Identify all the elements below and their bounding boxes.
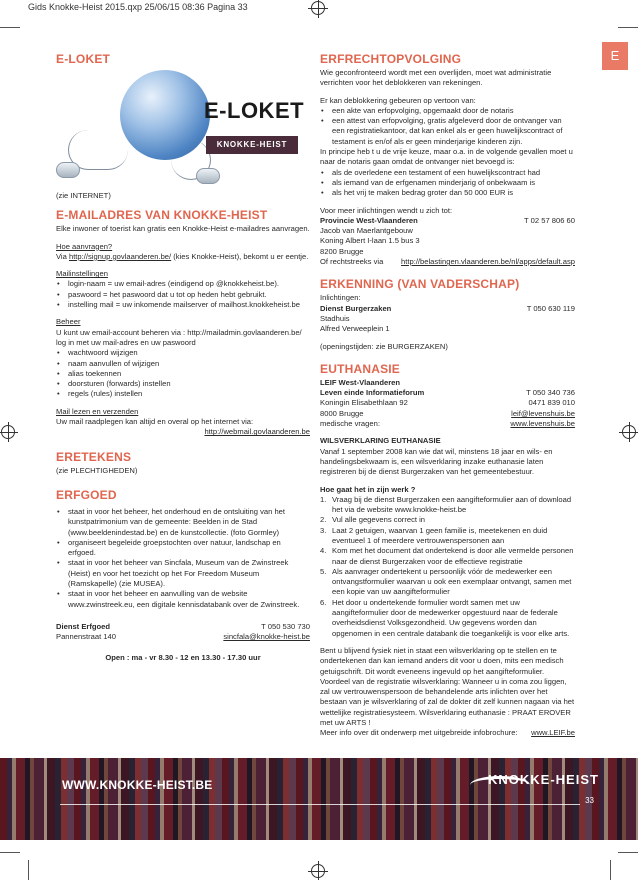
wil-heading: WILSVERKLARING EUTHANASIE — [320, 436, 441, 446]
provincie-name: Provincie West-Vlaanderen — [320, 215, 418, 225]
list-item: • instelling mail = uw inkomende mailserver of mailhost.knokkeheist.be — [56, 300, 310, 310]
page-number: 33 — [585, 796, 594, 805]
leif-city-row — [320, 409, 575, 419]
erkenning-label: Inlichtingen: — [320, 293, 361, 303]
list-item: • regels (rules) instellen — [56, 389, 310, 399]
mail-manage-list — [56, 348, 310, 399]
list-item: 3. Laat 2 getuigen, waarvan 1 geen familie is, meetekenen en duid eventueel 1 of meerdere vertrouwenspersonen aan — [320, 525, 548, 545]
erkenning-dienst: Dienst Burgerzaken — [320, 303, 392, 313]
mail-signup — [56, 252, 310, 262]
list-item: • staat in voor het beheer en aanvulling van de website www.zwinstreek.eu, een digitale kennisdatabank over de Zwinstreek. — [56, 589, 310, 610]
list-item: 2. Vul alle gegevens correct in — [320, 515, 426, 525]
section-tab: E — [602, 42, 628, 70]
footer-divider — [60, 804, 580, 805]
leif-email[interactable]: leif@levenshuis.be — [511, 408, 575, 418]
registration-mark-right-icon — [622, 425, 636, 439]
step-text: Laat 2 getuigen, waarvan 1 geen familie is, meetekenen en duid eventueel 1 of meerdere vertrouwenspersonen aan — [332, 525, 548, 545]
list-item: 4. Kom met het document dat ondertekend is door alle vermelde personen naar de dienst Burgerzaken voor de effectieve registratie — [320, 546, 574, 566]
erfrecht-cases-list — [320, 168, 575, 199]
mail-read-text: Uw mail raadplegen kan altijd en overal op het internet via: — [56, 417, 254, 427]
erkenning-tel: T 050 630 119 — [526, 303, 575, 313]
leif-address: Koningin Elisabethlaan 92 — [320, 398, 408, 408]
erfrecht-intro: Wie geconfronteerd wordt met een overlijden, moet wat administratie verrichten voor het deblokkeren van rekeningen. — [320, 68, 552, 88]
footer-website-link[interactable]: WWW.KNOKKE-HEIST.BE — [62, 778, 213, 792]
eloket-logo — [56, 70, 310, 185]
provincie-city: 8200 Brugge — [320, 246, 364, 256]
crop-mark — [610, 860, 611, 880]
leif-city: 8000 Brugge — [320, 408, 364, 418]
list-item: • staat in voor het beheer, het onderhoud en de ontsluiting van het kunstpatrimonium van de gemeente: Beelden in de Stad (www.beeldenindestad.be) en de kunstcollectie. (foto Gormley) — [56, 507, 310, 538]
provincie-tel: T 02 57 806 60 — [524, 215, 575, 225]
leif-web-row — [320, 419, 575, 429]
erkenning-place: Stadhuis — [320, 313, 350, 323]
list-item: • als iemand van de erfgenamen minderjarig of onbekwaam is — [320, 178, 575, 188]
leif-web[interactable]: www.levenshuis.be — [510, 419, 575, 429]
registration-mark-top-icon — [311, 1, 325, 15]
step-text: Het door u ondertekende formulier wordt samen met uw aangifteformulier door de medewerker opgestuurd naar de federale overheidsdienst Volksgezondheid. Uw gegevens worden dan opgenomen in een centrale databank die toegankelijk is voor elke arts. — [332, 597, 570, 638]
list-item: • als de overledene een testament of een huwelijkscontract had — [320, 168, 575, 178]
left-column — [56, 52, 310, 663]
eretekens-heading: ERETEKENS — [56, 449, 132, 464]
erfgoed-address-row — [56, 632, 310, 642]
erfrecht-principle: In principe heb t u de vrije keuze, maar o.a. in de volgende gevallen moet u naar de notaris gaan omdat de ontvanger niet bevoegd is: — [320, 147, 573, 167]
registration-mark-left-icon — [1, 425, 15, 439]
erfgoed-tel: T 050 530 730 — [261, 621, 310, 631]
more-info: Meer info over dit onderwerp met uitgebreide infobrochure: — [320, 728, 518, 738]
list-item: 6. Het door u ondertekende formulier wordt samen met uw aangifteformulier door de medewerker opgestuurd naar de federale overheidsdienst Volksgezondheid. Uw gegevens worden dan opgenomen in een centrale databank die toegankelijk is voor elke arts. — [320, 597, 570, 638]
forum-row — [320, 388, 575, 398]
step-text: Kom met het document dat ondertekend is door alle vermelde personen naar de dienst Burgerzaken voor de effectieve registratie — [332, 546, 574, 566]
webmail-link[interactable]: http://webmail.govlaanderen.be — [204, 427, 310, 437]
signup-rest: (kies Knokke-Heist), bekomt u er eentje. — [173, 251, 309, 261]
erkenning-heading: ERKENNING (VAN VADERSCHAP) — [320, 277, 520, 292]
mouse-icon — [56, 162, 80, 178]
list-item: • wachtwoord wijzigen — [56, 348, 310, 358]
crop-mark — [28, 860, 29, 880]
provincie-street2: Koning Albert I-laan 1.5 bus 3 — [320, 236, 420, 246]
erfgoed-list — [56, 507, 310, 610]
erfgoed-heading: ERFGOED — [56, 487, 117, 502]
mail-settings-list — [56, 279, 310, 310]
list-item: • doorsturen (forwards) instellen — [56, 379, 310, 389]
erfgoed-contact-row — [56, 622, 310, 632]
crop-mark — [618, 27, 638, 28]
mail-read-label: Mail lezen en verzenden — [56, 406, 139, 416]
list-item: 5. Als aanvrager ondertekent u persoonlijk vóór de medewerker een ontvangstformulier waarvan u ook een exemplaar ontvangt, samen met een kopie van uw aangifteformulier — [320, 566, 572, 597]
signup-link[interactable]: http://signup.govlaanderen.be/ — [68, 251, 172, 261]
erfrecht-link[interactable]: http://belastingen.vlaanderen.be/nl/apps/default.asp — [401, 257, 575, 267]
mouse-icon — [196, 168, 220, 184]
list-item: • als het vrij te maken bedrag groter dan 50 000 EUR is — [320, 188, 575, 198]
mail-via: Via — [56, 251, 67, 261]
crop-mark — [0, 852, 20, 853]
erkenning-note: (openingstijden: zie BURGERZAKEN) — [320, 341, 448, 351]
leif-address-row — [320, 398, 575, 408]
erfrecht-via: Of rechtstreeks via — [320, 257, 384, 267]
how-heading: Hoe gaat het in zijn werk ? — [320, 484, 416, 494]
footer-logo: KNOKKE-HEIST — [488, 772, 599, 787]
eloket-heading: E-LOKET — [56, 52, 111, 66]
closing-text: Bent u blijvend fysiek niet in staat een wilsverklaring op te stellen en te ondertekenen dan kan iemand anders dit voor u doen, mits een medisch getuigschrift. Dit wordt eveneens ingevuld op het aangifteformulier. Voordeel van de registratie wilsverklaring: Wanneer u in coma zou liggen, zal uw vertrouwenspersoon de behandelende arts inlichten over het bestaan van je wilsverklaring of zal de dokter dit zelf kunnen nagaan via het wettelijke registratiesysteem. Wilsverklaring euthanasie : PRAAT EROVER met uw ARTS ! — [320, 645, 575, 728]
list-item: • naam aanvullen of wijzigen — [56, 359, 310, 369]
footer-overlay — [0, 758, 638, 840]
provincie-row — [320, 216, 575, 226]
step-text: Vul alle gegevens correct in — [332, 515, 426, 525]
crop-mark — [0, 27, 20, 28]
erkenning-dienst-row — [320, 304, 575, 314]
mail-intro: Elke inwoner of toerist kan gratis een Knokke-Heist e-mailadres aanvragen. — [56, 224, 310, 234]
leif-mobile: 0471 839 010 — [528, 398, 575, 408]
eretekens-note: (zie PLECHTIGHEDEN) — [56, 465, 138, 475]
list-item: • alias toekennen — [56, 369, 310, 379]
footer-banner — [0, 758, 638, 840]
registration-mark-bottom-icon — [311, 864, 325, 878]
erfgoed-address: Pannenstraat 140 — [56, 632, 116, 642]
erkenning-address: Alfred Verweeplein 1 — [320, 324, 390, 334]
list-item: • een akte van erfopvolging, opgemaakt door de notaris — [320, 106, 575, 116]
erfgoed-email[interactable]: sincfala@knokke-heist.be — [223, 632, 310, 642]
erfrecht-heading: ERFRECHTOPVOLGING — [320, 52, 462, 66]
list-item: • organiseert begeleide groepstochten over natuur, landschap en erfgoed. — [56, 538, 310, 559]
step-text: Vraag bij de dienst Burgerzaken een aangifteformulier aan of download het via de website www.knokke-heist.be — [332, 494, 572, 515]
list-item: • paswoord = het paswoord dat u tot op heden hebt gebruikt. — [56, 290, 310, 300]
step-text: Als aanvrager ondertekent u persoonlijk vóór de medewerker een ontvangstformulier waarvan u ook een exemplaar ontvangt, samen met een kopie van uw aangifteformulier — [332, 566, 572, 597]
mail-settings-label: Mailinstellingen — [56, 269, 108, 279]
crop-mark — [618, 852, 638, 853]
leif-questions: medische vragen: — [320, 419, 380, 429]
forum-name: Leven einde Informatieforum — [320, 388, 425, 398]
print-slug: Gids Knokke-Heist 2015.qxp 25/06/15 08:36 Pagina 33 — [28, 2, 248, 12]
knokke-heist-badge: KNOKKE-HEIST — [206, 136, 298, 154]
eloket-logo-text: E-LOKET — [204, 98, 305, 123]
erfrecht-info-intro: Voor meer inlichtingen wendt u zich tot: — [320, 205, 453, 215]
erfrecht-url-row — [320, 257, 575, 267]
wil-text: Vanaf 1 september 2008 kan wie dat wil, minstens 18 jaar en wils- en handelingsbekwaam is, een wilsverklaring inzake euthanasie laten registreren bij de dienst Burgerzaken van het gemeentebestuur. — [320, 446, 553, 477]
erfgoed-dienst: Dienst Erfgoed — [56, 621, 111, 631]
more-info-row — [320, 728, 575, 738]
provincie-street: Jacob van Maerlantgebouw — [320, 226, 413, 236]
steps-list — [320, 495, 575, 639]
leif-link[interactable]: www.LEIF.be — [531, 728, 575, 738]
mail-how-label: Hoe aanvragen? — [56, 241, 113, 251]
mail-heading: E-MAILADRES VAN KNOKKE-HEIST — [56, 208, 268, 223]
erfrecht-deblok-list — [320, 106, 575, 147]
euthanasie-heading: EUTHANASIE — [320, 361, 401, 376]
mail-manage-label: Beheer — [56, 317, 81, 327]
mail-manage-intro: U kunt uw email-account beheren via : http://mailadmin.govlaanderen.be/ log in met uw mail-adres en uw paswoord — [56, 327, 302, 347]
eloket-note: (zie INTERNET) — [56, 191, 111, 200]
right-column — [320, 52, 575, 739]
erfrecht-deblok-intro: Er kan deblokkering gebeuren op vertoon van: — [320, 95, 476, 105]
list-item: • een attest van erfopvolging, gratis afgeleverd door de ontvanger van een registratiekantoor, dat kan enkel als er geen huwelijkscontract of testament is en/of als er geen minderjarige kinderen zijn. — [320, 116, 575, 147]
erfgoed-hours: Open : ma - vr 8.30 - 12 en 13.30 - 17.30 uur — [105, 652, 261, 662]
leif-org: LEIF West-Vlaanderen — [320, 377, 401, 387]
forum-tel: T 050 340 736 — [526, 388, 575, 398]
list-item: • login-naam = uw email-adres (eindigend op @knokkeheist.be). — [56, 279, 310, 289]
list-item: • staat in voor het beheer van Sincfala, Museum van de Zwinstreek (Heist) en voor het toezicht op het For Freedom Museum (Ramskapelle) (zie MUSEA). — [56, 558, 310, 589]
list-item: 1. Vraag bij de dienst Burgerzaken een aangifteformulier aan of download het via de website www.knokke-heist.be — [320, 494, 572, 515]
